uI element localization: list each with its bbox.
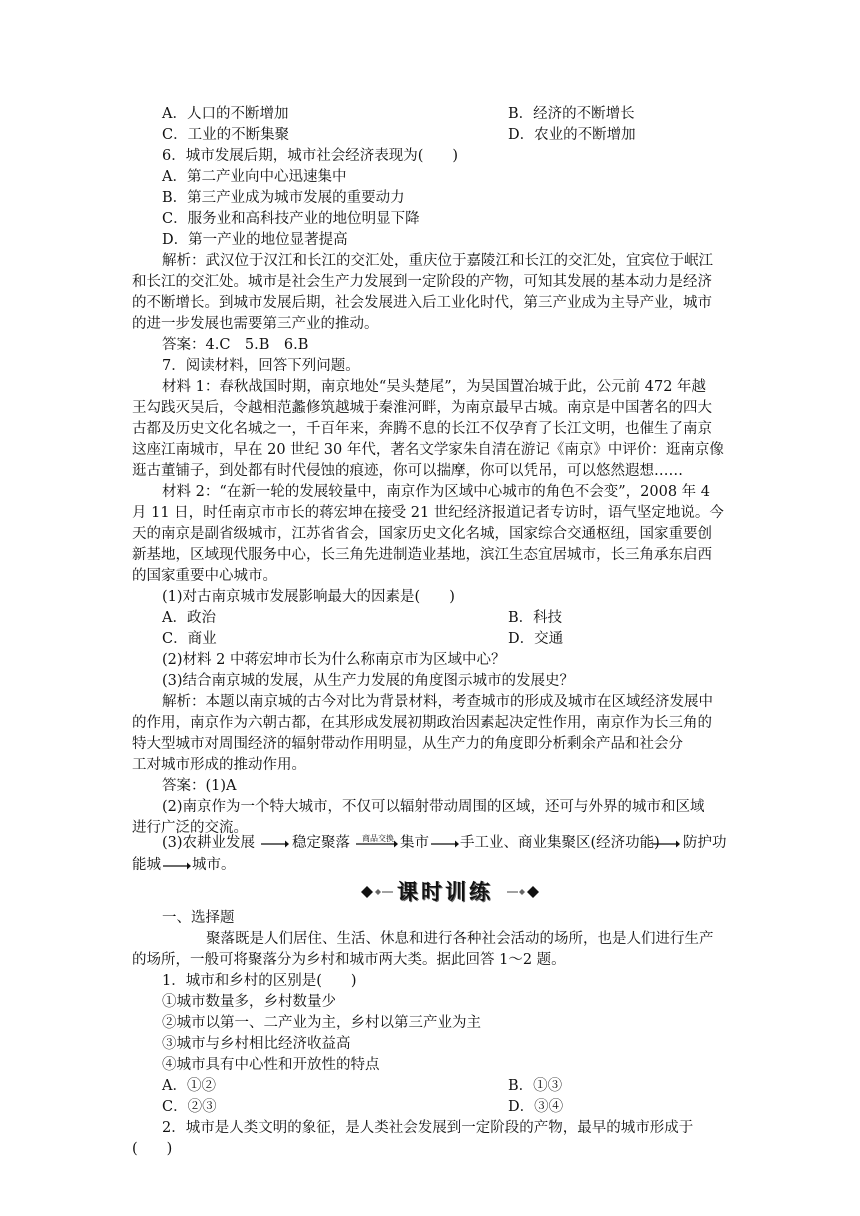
option-a: A．人口的不断增加 <box>162 106 289 122</box>
arrow-right-icon <box>430 834 460 852</box>
option-d: D．农业的不断增加 <box>508 127 636 143</box>
option-d: D．③④ <box>508 1099 564 1115</box>
option-d: D．交通 <box>508 631 564 647</box>
arrow-right-icon <box>260 834 290 852</box>
option-b: B．①③ <box>508 1078 563 1094</box>
flow-step: (3)农耕业发展 <box>162 835 256 851</box>
option-a: A．①② <box>162 1078 216 1094</box>
section-banner <box>355 878 515 906</box>
flow-step: 城市。 <box>192 857 236 873</box>
flow-step: 防护功 <box>683 835 727 851</box>
option-c: C．工业的不断集聚 <box>162 127 290 143</box>
arrow-label: 商品交换 <box>362 834 394 843</box>
option-b: B．科技 <box>508 610 563 626</box>
banner-title: 课时训练 <box>397 880 493 904</box>
document-page: A．人口的不断增加 B．经济的不断增长 C．工业的不断集聚 D．农业的不断增加 6．城市发展后期，城市社会经济表现为( ) A．第二产业向中心迅速集中 B．第三产业成为城市发展的重要动力 C．服务业和高科技产业的地位明显下降 D．第一产业的地位显著提高 解析：武汉位于汉江和长江的交汇处，重庆位于嘉陵江和长江的交汇处，宜宾位于岷江 和长江的交汇处。城市是社会生产力发展到一定阶段的产物，可知其发展的基本动力是经济 的不断增长。到城市发展后期，社会发展进入后工业化时代，第三产业成为主导产业，城市 的进一步发展也需要第三产业的推动。 答案：4.C 5.B 6.B 7．阅读材料，回答下列问题。 材料 1：春秋战国时期，南京地处“吴头楚尾”，为吴国置冶城于此，公元前 472 年越 王勾践灭吴后，令越相范蠡修筑越城于秦淮河畔，为南京最早古城。南京是中国著名的四大 古都及历史文化名城之一，千百年来，奔腾不息的长江不仅孕育了长江文明，也催生了南京 这座江南城市，早在 20 世纪 30 年代，著名文学家朱自清在游记《南京》中评价：逛南京像 逛古董铺子，到处都有时代侵蚀的痕迹，你可以揣摩，你可以凭吊，可以悠然遐想…… 材料 2：“在新一轮的发展较量中，南京作为区域中心城市的角色不会变”，2008 年 4 月 11 日，时任南京市市长的蒋宏坤在接受 21 世纪经济报道记者专访时，语气坚定地说。今 天的南京是副省级城市，江苏省省会，国家历史文化名城，国家综合交通枢纽，国家重要创 新基地，区域现代服务中心，长三角先进制造业基地，滨江生态宜居城市，长三角承东启西 的国家重要中心城市。 (1)对古南京城市发展影响最大的因素是( ) A．政治 B．科技 C．商业 D．交通 (2)材料 2 中蒋宏坤市长为什么称南京市为区域中心？ (3)结合南京城的发展，从生产力发展的角度图示城市的发展史？ 解析：本题以南京城的古今对比为背景材料，考查城市的形成及城市在区域经济发展中 的作用，南京作为六朝古都，在其形成发展初期政治因素起决定性作用，南京作为长三角的 特大型城市对周围经济的辐射带动作用明显，从生产力的角度即分析剩余产品和社会分 工对城市形成的推动作用。 答案：(1)A (2)南京作为一个特大城市，不仅可以辐射带动周围的区域，还可与外界的城市和区域 进行广泛的交流。 (3)农耕业发展 稳定聚落 商品交换 集市 手工业、商业集聚区(经济功能) 防护功 能城 城市。 课时训练 一、选择题 聚落既是人们居住、生活、休息和进行各种社会活动的场所，也是人们进行生产 的场所，一般可将聚落分为乡村和城市两大类。据此回答 1～2 题。 1．城市和乡村的区别是( ) ①城市数量多，乡村数量少 ②城市以第一、二产业为主，乡村以第三产业为主 ③城市与乡村相比经济收益高 ④城市具有中心性和开放性的特点 A．①② B．①③ C．②③ D．③④ 2．城市是人类文明的象征，是人类社会发展到一定阶段的产物，最早的城市形成于 ( ) <box>132 106 727 1157</box>
option-a: A．政治 <box>162 610 216 626</box>
option-c: C．商业 <box>162 631 217 647</box>
arrow-right-icon <box>355 834 399 852</box>
flow-step: 手工业、商业集聚区(经济功能) <box>460 835 660 851</box>
flow-step: 能城 <box>132 857 161 873</box>
flow-step: 集市 <box>400 835 429 851</box>
diamond-ornament-icon <box>505 886 545 898</box>
option-c: C．②③ <box>162 1099 217 1115</box>
diamond-ornament-icon <box>355 886 395 898</box>
flow-step: 稳定聚落 <box>292 835 350 851</box>
arrow-right-icon <box>651 834 681 852</box>
option-b: B．经济的不断增长 <box>508 106 635 122</box>
arrow-right-icon <box>162 856 192 874</box>
